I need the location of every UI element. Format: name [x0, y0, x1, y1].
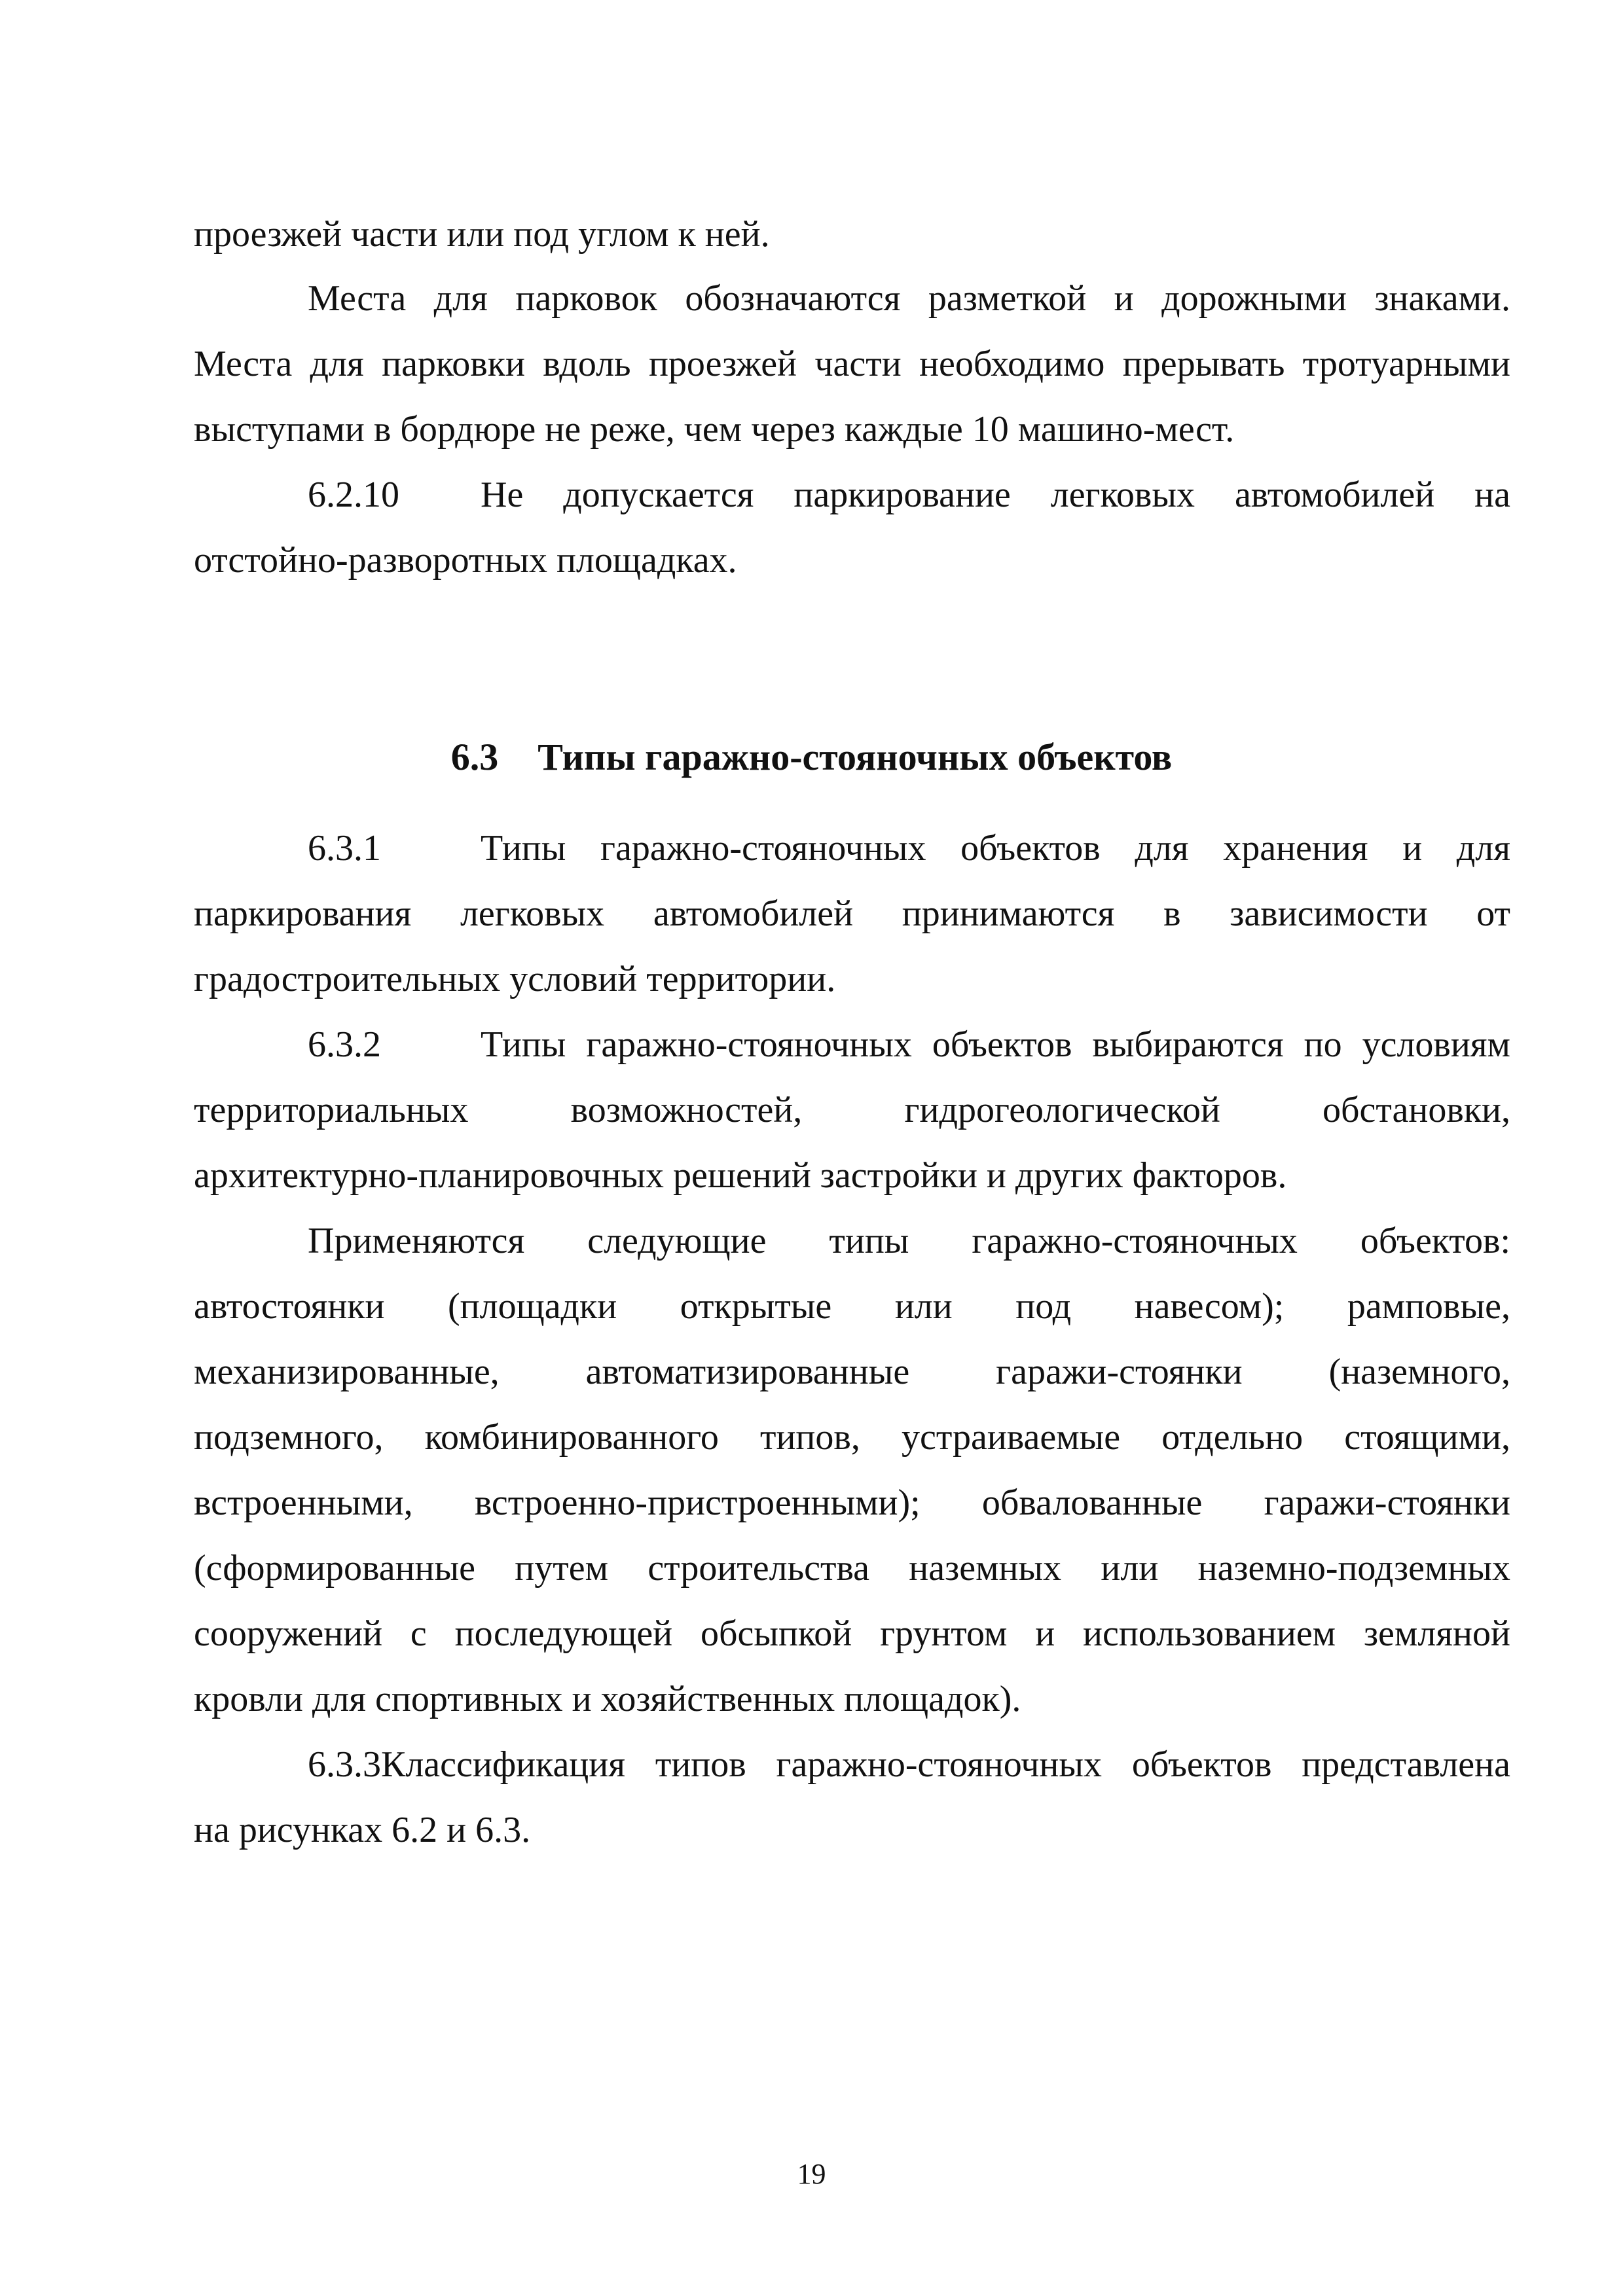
paragraph-line: сооружений с последующей обсыпкой грунтом и использованием земляной — [194, 1613, 1510, 1654]
paragraph-line: подземного, комбинированного типов, устраиваемые отдельно стоящими, — [194, 1417, 1510, 1458]
paragraph-line: градостроительных условий территории. — [194, 959, 836, 999]
paragraph-line: автостоянки (площадки открытые или под навесом); рамповые, — [194, 1286, 1510, 1327]
clause-6-3-2 — [308, 1026, 1510, 1063]
section-number: 6.3 — [450, 736, 499, 778]
clause-6-3-1 — [308, 830, 1510, 867]
paragraph-line: архитектурно-планировочных решений застройки и других факторов. — [194, 1155, 1287, 1196]
clause-number: 6.3.2 — [308, 1024, 381, 1065]
paragraph-line: кровли для спортивных и хозяйственных площадок). — [194, 1679, 1021, 1719]
paragraph-line: 6.3.3Классификация типов гаражно-стояночных объектов представлена — [308, 1744, 1510, 1785]
paragraph-line: проезжей части или под углом к ней. — [194, 214, 770, 255]
paragraph-line: на рисунках 6.2 и 6.3. — [194, 1810, 531, 1850]
clause-number: 6.3.1 — [308, 828, 381, 869]
paragraph-line: Применяются следующие типы гаражно-стояночных объектов: — [308, 1221, 1510, 1261]
section-heading — [0, 738, 1623, 776]
section-title: Типы гаражно-стояночных объектов — [538, 736, 1173, 778]
paragraph-line: встроенными, встроенно-пристроенными); обвалованные гаражи-стоянки — [194, 1482, 1510, 1523]
paragraph-line: Места для парковки вдоль проезжей части необходимо прерывать тротуарными — [194, 344, 1510, 384]
paragraph-line: Места для парковок обозначаются разметкой и дорожными знаками. — [308, 278, 1510, 319]
paragraph-line: Типы гаражно-стояночных объектов выбираются по условиям — [481, 1024, 1510, 1065]
paragraph-line: паркирования легковых автомобилей принимаются в зависимости от — [194, 893, 1510, 934]
paragraph-line: механизированные, автоматизированные гаражи-стоянки (наземного, — [194, 1352, 1510, 1392]
paragraph-line: выступами в бордюре не реже, чем через каждые 10 машино-мест. — [194, 409, 1235, 450]
paragraph-line: (сформированные путем строительства наземных или наземно-подземных — [194, 1548, 1510, 1588]
paragraph-line: территориальных возможностей, гидрогеологической обстановки, — [194, 1090, 1510, 1130]
paragraph-line: отстойно-разворотных площадках. — [194, 540, 737, 581]
paragraph-line: Не допускается паркирование легковых автомобилей на — [481, 475, 1510, 515]
clause-6-2-10 — [308, 476, 1510, 513]
clause-number: 6.2.10 — [308, 475, 399, 515]
page-number: 19 — [797, 2158, 826, 2190]
paragraph-line: Типы гаражно-стояночных объектов для хранения и для — [481, 828, 1510, 869]
